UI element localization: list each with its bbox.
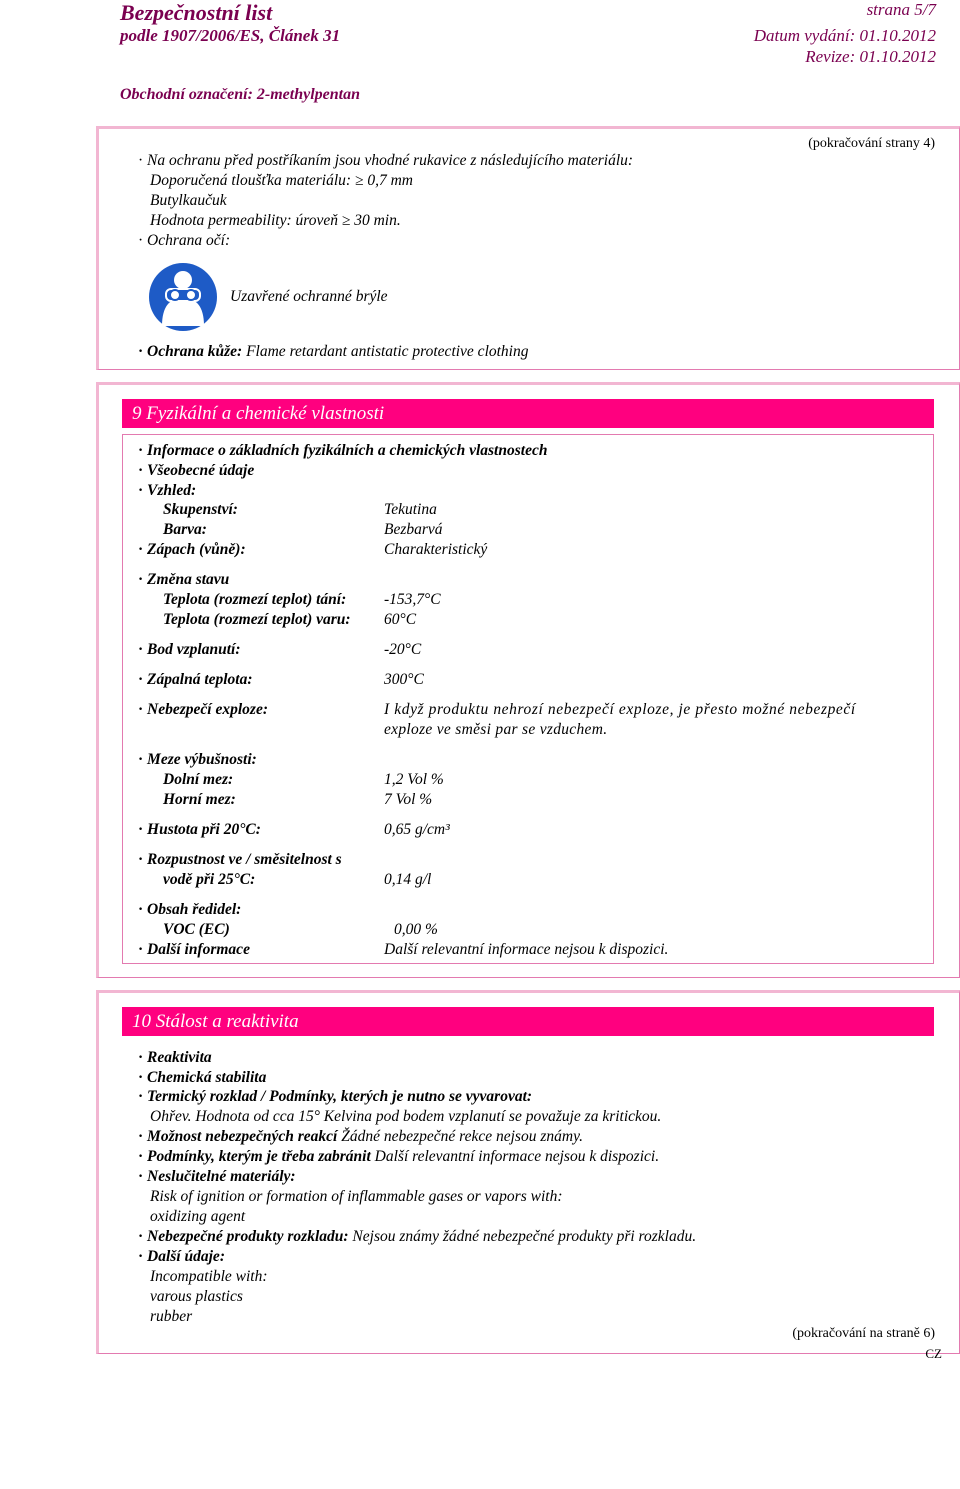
property-value: 1,2 Vol % <box>384 771 444 788</box>
s9-info: · Informace o základních fyzikálních a chemických vlastnostech <box>138 442 547 460</box>
property-label: Dolní mez: <box>163 771 234 788</box>
s10-avoid-label: · Podmínky, kterým je třeba zabránit <box>138 1148 371 1165</box>
document-title: Bezpečnostní list <box>120 0 273 25</box>
property-label: · Další informace <box>138 941 250 959</box>
s10-decomp-products-value: Nejsou známy žádné nebezpečné produkty při rozkladu. <box>352 1228 697 1245</box>
property-label: · Obsah ředidel: <box>138 901 241 919</box>
property-value: Charakteristický <box>384 541 488 558</box>
property-label: · Zápach (vůně): <box>138 541 246 559</box>
property-label: Teplota (rozmezí teplot) varu: <box>163 611 351 628</box>
property-label: vodě při 25°C: <box>163 871 256 888</box>
s10-more-value2: varous plastics <box>150 1288 243 1305</box>
s10-avoid <box>138 1148 659 1166</box>
property-label: · Změna stavu <box>138 571 229 589</box>
s9-appearance: · Vzhled: <box>138 482 196 500</box>
s10-more-label: · Další údaje: <box>138 1248 225 1266</box>
property-value: -20°C <box>384 641 422 658</box>
continuation-note: (pokračování strany 4) <box>808 136 935 151</box>
glove-thickness: Doporučená tloušťka materiálu: ≥ 0,7 mm <box>150 172 413 189</box>
s10-decomp-products <box>138 1228 696 1246</box>
property-value: 7 Vol % <box>384 791 433 808</box>
goggles-text: Uzavřené ochranné brýle <box>230 288 388 305</box>
glove-permeability: Hodnota permeability: úroveň ≥ 30 min. <box>150 212 401 229</box>
eye-protection-label: · Ochrana očí: <box>138 232 230 250</box>
property-value: I když produktu nehrozí nebezpečí exploze, je přesto možné nebezpečí <box>384 701 856 718</box>
revision-date: Revize: 01.10.2012 <box>805 47 936 66</box>
property-label: · Zápalná teplota: <box>138 671 253 689</box>
property-label: · Bod vzplanutí: <box>138 641 241 659</box>
s10-decomp-products-label: · Nebezpečné produkty rozkladu: <box>138 1228 349 1245</box>
section-9-heading: 9 Fyzikální a chemické vlastnosti <box>122 399 934 428</box>
property-value: 0,14 g/l <box>384 871 432 888</box>
document-subtitle: podle 1907/2006/ES, Článek 31 <box>120 26 341 45</box>
language-code: CZ <box>925 1346 942 1361</box>
s10-hazard-reactions <box>138 1128 583 1146</box>
property-label: VOC (EC) <box>163 921 230 938</box>
page-number: strana 5/7 <box>866 0 936 19</box>
continuation-bottom: (pokračování na straně 6) <box>792 1326 935 1341</box>
skin-protection-label: · Ochrana kůže: <box>138 343 242 360</box>
glove-material: Butylkaučuk <box>150 192 227 209</box>
s10-incompat-value2: oxidizing agent <box>150 1208 246 1225</box>
s10-more-value3: rubber <box>150 1308 193 1325</box>
s10-decomp-label: · Termický rozklad / Podmínky, kterých je nutno se vyvarovat: <box>138 1088 532 1106</box>
property-label: Skupenství: <box>163 501 238 518</box>
s10-decomp-value: Ohřev. Hodnota od cca 15° Kelvina pod bodem vzplanutí se považuje za kritickou. <box>150 1108 662 1125</box>
property-value: 60°C <box>384 611 417 628</box>
skin-protection-value: Flame retardant antistatic protective clothing <box>246 343 529 360</box>
s10-reactivity: · Reaktivita <box>138 1049 212 1067</box>
s10-more-value1: Incompatible with: <box>150 1268 268 1285</box>
property-label: · Hustota při 20°C: <box>138 821 261 839</box>
goggles-icon <box>148 262 218 332</box>
property-value: -153,7°C <box>384 591 441 608</box>
gloves-heading: · Na ochranu před postříkaním jsou vhodné rukavice z následujícího materiálu: <box>138 152 633 170</box>
property-value: exploze ve směsi par se vzduchem. <box>384 721 608 738</box>
property-value: 0,00 % <box>394 921 438 938</box>
property-value: Tekutina <box>384 501 437 518</box>
property-value: Další relevantní informace nejsou k dispozici. <box>384 941 669 958</box>
s10-hazard-reactions-label: · Možnost nebezpečných reakcí <box>138 1128 337 1145</box>
s10-stability: · Chemická stabilita <box>138 1069 266 1087</box>
skin-protection <box>138 343 528 361</box>
property-label: Horní mez: <box>163 791 236 808</box>
s10-incompat-label: · Neslučitelné materiály: <box>138 1168 296 1186</box>
property-value: Bezbarvá <box>384 521 443 538</box>
s10-incompat-value1: Risk of ignition or formation of inflammable gases or vapors with: <box>150 1188 563 1205</box>
property-value: 300°C <box>384 671 424 688</box>
s10-avoid-value: Další relevantní informace nejsou k dispozici. <box>374 1148 660 1165</box>
property-label: · Rozpustnost ve / směsitelnost s <box>138 851 342 869</box>
trade-name: Obchodní označení: 2-methylpentan <box>120 86 361 103</box>
property-label: Barva: <box>163 521 207 538</box>
property-label: · Meze výbušnosti: <box>138 751 257 769</box>
property-label: · Nebezpečí exploze: <box>138 701 268 719</box>
issue-date: Datum vydání: 01.10.2012 <box>753 26 936 45</box>
property-value: 0,65 g/cm³ <box>384 821 450 838</box>
property-label: Teplota (rozmezí teplot) tání: <box>163 591 347 608</box>
s10-hazard-reactions-value: Žádné nebezpečné rekce nejsou známy. <box>341 1128 583 1145</box>
s9-general: · Všeobecné údaje <box>138 462 254 480</box>
section-10-heading: 10 Stálost a reaktivita <box>122 1007 934 1036</box>
